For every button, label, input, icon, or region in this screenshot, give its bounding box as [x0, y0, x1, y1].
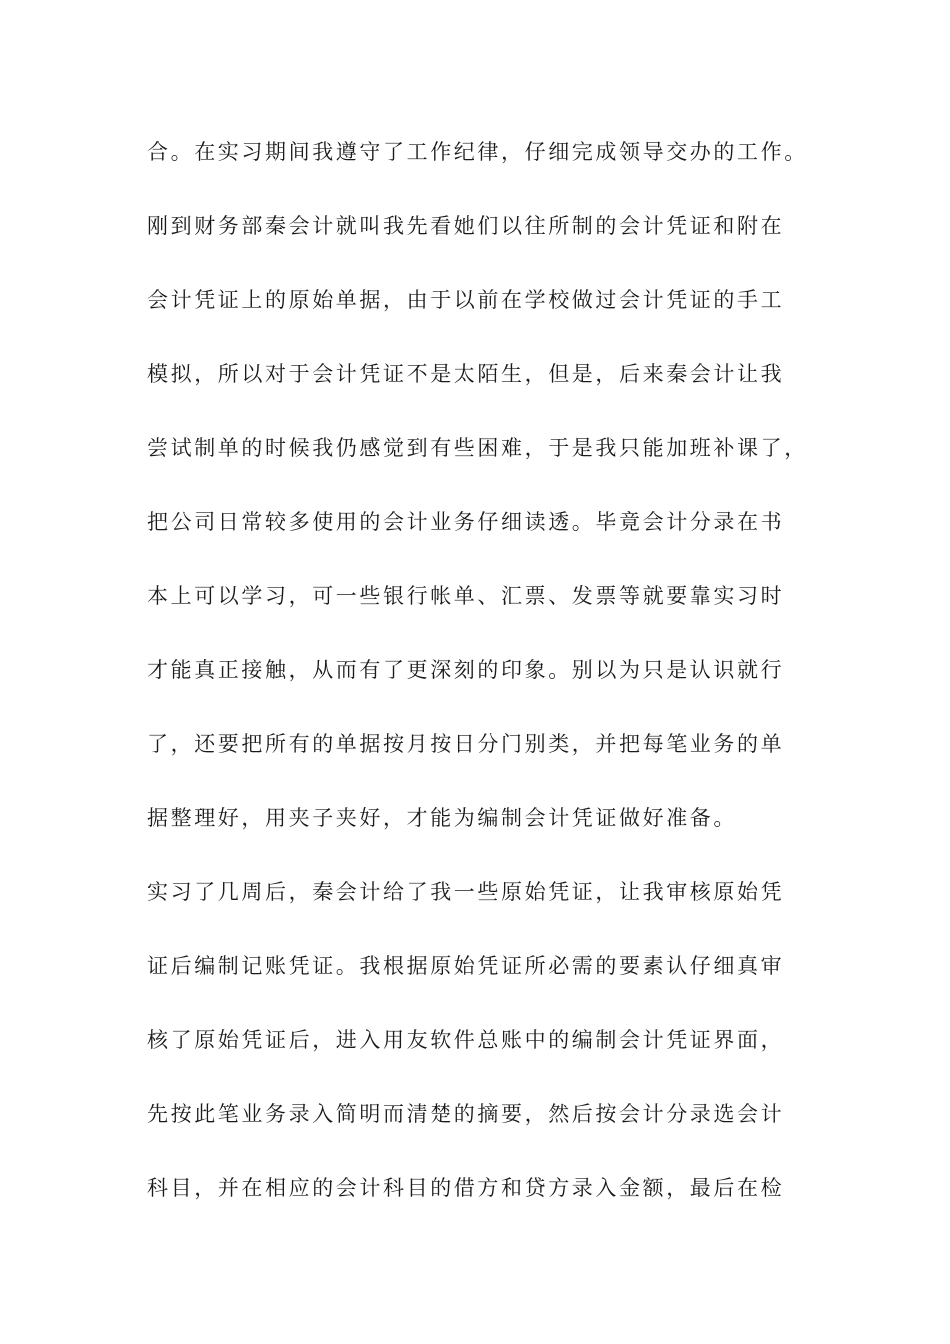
text-line: 把公司日常较多使用的会计业务仔细读透。毕竟会计分录在书 [147, 510, 785, 534]
text-line: 刚到财务部秦会计就叫我先看她们以往所制的会计凭证和附在 [147, 214, 785, 238]
text-line: 尝试制单的时候我仍感觉到有些困难，于是我只能加班补课了， [147, 436, 808, 460]
text-line: 合。在实习期间我遵守了工作纪律，仔细完成领导交办的工作。 [147, 140, 808, 164]
text-line: 科目，并在相应的会计科目的借方和贷方录入金额，最后在检 [147, 1176, 785, 1200]
text-line: 实习了几周后，秦会计给了我一些原始凭证，让我审核原始凭 [147, 880, 785, 904]
text-line: 证后编制记账凭证。我根据原始凭证所必需的要素认仔细真审 [147, 954, 785, 978]
text-line: 会计凭证上的原始单据，由于以前在学校做过会计凭证的手工 [147, 288, 785, 312]
text-line: 核了原始凭证后，进入用友软件总账中的编制会计凭证界面， [147, 1028, 785, 1052]
text-line: 了，还要把所有的单据按月按日分门别类，并把每笔业务的单 [147, 732, 785, 756]
text-line: 先按此笔业务录入简明而清楚的摘要，然后按会计分录选会计 [147, 1102, 785, 1126]
text-line: 据整理好，用夹子夹好，才能为编制会计凭证做好准备。 [147, 806, 737, 830]
text-line: 模拟，所以对于会计凭证不是太陌生，但是，后来秦会计让我 [147, 362, 785, 386]
text-line: 才能真正接触，从而有了更深刻的印象。别以为只是认识就行 [147, 658, 785, 682]
text-line: 本上可以学习，可一些银行帐单、汇票、发票等就要靠实习时 [147, 584, 785, 608]
